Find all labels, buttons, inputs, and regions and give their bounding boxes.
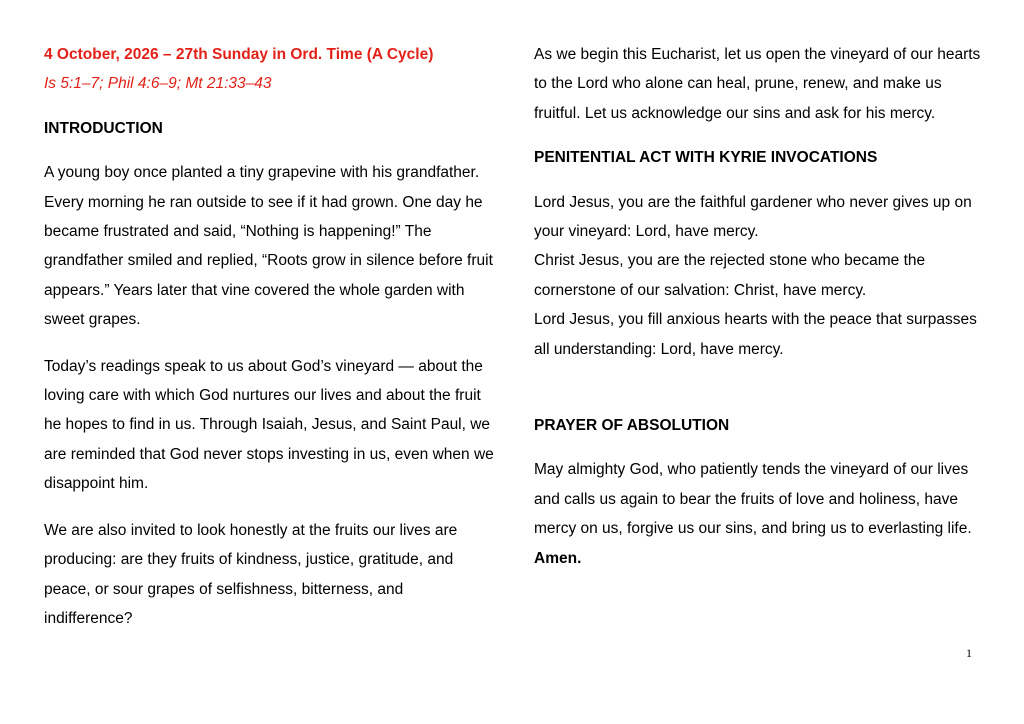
kyrie-invocation-1: Lord Jesus, you are the faithful gardener who never gives up on your vineyard: Lord, have mercy. <box>534 193 972 241</box>
introduction-paragraph-2: Today’s readings speak to us about God’s vineyard — about the loving care with which God nurtures our lives and about the fruit he hopes to find in us. Through Isaiah, Jesus, and Saint Paul, we are reminded that God never stops investing in us, even when we disappoint him. <box>44 357 494 493</box>
left-column <box>44 40 496 633</box>
scripture-references: Is 5:1–7; Phil 4:6–9; Mt 21:33–43 <box>44 75 272 93</box>
penitential-act-heading: PENITENTIAL ACT WITH KYRIE INVOCATIONS <box>534 149 878 167</box>
right-column <box>534 40 984 573</box>
absolution-text: May almighty God, who patiently tends the vineyard of our lives and calls us again to bear the fruits of love and holiness, have mercy on us, forgive us our sins, and bring us to everlasting life. <box>534 461 972 538</box>
absolution-heading: PRAYER OF ABSOLUTION <box>534 417 730 435</box>
introduction-paragraph-3: We are also invited to look honestly at the fruits our lives are producing: are they fruits of kindness, justice, gratitude, and peace, or sour grapes of selfishness, bitterness, and indifference? <box>44 521 458 627</box>
introduction-paragraph-4: As we begin this Eucharist, let us open the vineyard of our hearts to the Lord who alone can heal, prune, renew, and make us fruitful. Let us acknowledge our sins and ask for his mercy. <box>534 46 981 122</box>
page-number: 1 <box>966 646 972 660</box>
introduction-heading: INTRODUCTION <box>44 119 163 137</box>
kyrie-invocation-2: Christ Jesus, you are the rejected stone who became the cornerstone of our salvation: Christ, have mercy. <box>534 252 926 299</box>
kyrie-invocation-3: Lord Jesus, you fill anxious hearts with the peace that surpasses all understanding: Lord, have mercy. <box>534 311 977 358</box>
page-title: 4 October, 2026 – 27th Sunday in Ord. Time (A Cycle) <box>44 46 434 63</box>
amen-response: Amen. <box>534 549 582 567</box>
introduction-paragraph-1: A young boy once planted a tiny grapevine with his grandfather. Every morning he ran outside to see if it had grown. One day he became frustrated and said, “Nothing is happening!” The grandfather smiled and replied, “Roots grow in silence before fruit appears.” Years later that vine covered the whole garden with sweet grapes. <box>44 164 493 329</box>
